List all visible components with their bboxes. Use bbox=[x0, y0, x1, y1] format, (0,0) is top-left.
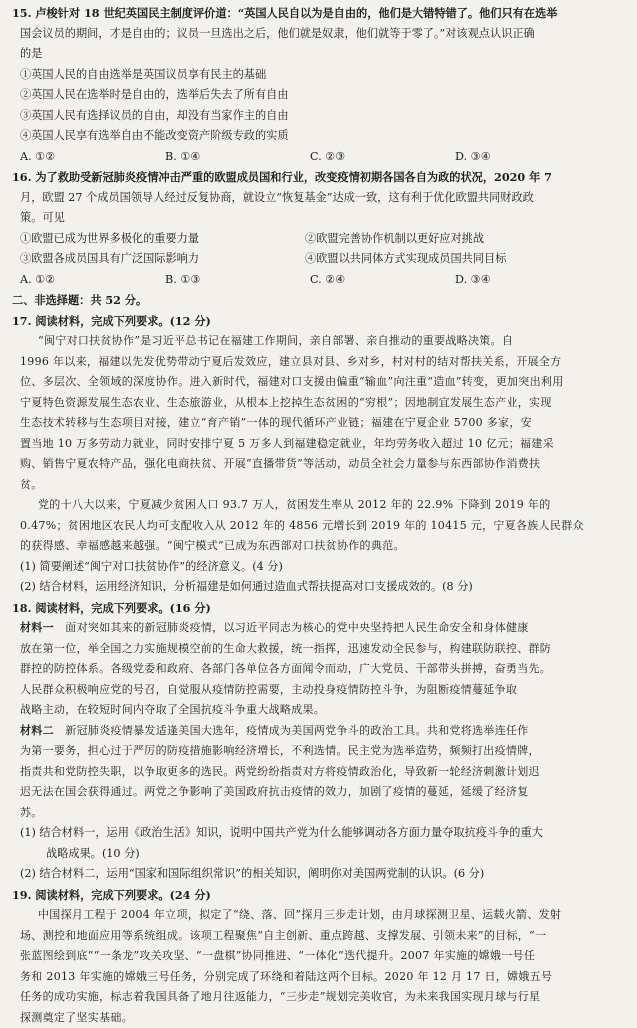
q17-sub-question-2: (2) 结合材料，运用经济知识，分析福建是如何通过造血式帮扶提高对口支援成效的。(8 分) bbox=[12, 577, 625, 598]
q15-choice-d: D. ③④ bbox=[455, 147, 600, 168]
q19-material-line: 探测奠定了坚实基础。 bbox=[12, 1008, 625, 1028]
q16-choice-c: C. ②④ bbox=[310, 270, 455, 291]
q17-material-line: “闽宁对口扶贫协作”是习近平总书记在福建工作期间，亲自部署、亲自推动的重要战略决策。自 bbox=[12, 331, 625, 352]
q19-material-line: 张蓝图绘到底”“一条龙”攻关攻坚、“一盘棋”协同推进、“一体化”迭代提升。2007 年实施的嫦娥一号任 bbox=[12, 946, 625, 967]
q16-stem-line2: 月，欧盟 27 个成员国领导人经过反复协商，就设立“恢复基金”达成一致，这有利于优化欧盟共同财政政 bbox=[12, 188, 625, 209]
q16-option-4: ④欧盟以共同体方式实现成员国共同目标 bbox=[305, 249, 590, 270]
q18-material2-line: 指责共和党防控失职，以争取更多的选民。两党纷纷指责对方将疫情政治化，导致新一轮经济刺激计划迟 bbox=[12, 762, 625, 783]
q18-material1-line bbox=[12, 618, 625, 639]
q18-material2-line: 苏。 bbox=[12, 803, 625, 824]
q17-material-line: 位、多层次、全领域的深度协作。进入新时代，福建对口支援由偏重“输血”向注重“造血”转变，更加突出利用 bbox=[12, 372, 625, 393]
q18-material1-line: 战略主动，在较短时间内夺取了全国抗疫斗争重大战略成果。 bbox=[12, 700, 625, 721]
q15-stem-line1: 15. 卢梭针对 18 世纪英国民主制度评价道：“英国人民自以为是自由的，他们是大错特错了。他们只有在选举 bbox=[12, 3, 625, 24]
q19-material-line: 务和 2013 年实施的嫦娥三号任务，分别完成了环绕和着陆这两个目标。2020 年 12 月 17 日，嫦娥五号 bbox=[12, 967, 625, 988]
q16-options-row1 bbox=[12, 229, 625, 250]
q16-option-3: ③欧盟各成员国具有广泛国际影响力 bbox=[20, 249, 305, 270]
q18-sub-question-1-cont: 战略成果。(10 分) bbox=[12, 844, 625, 865]
q19-heading: 19. 阅读材料，完成下列要求。(24 分) bbox=[12, 885, 625, 906]
q15-choice-c: C. ②③ bbox=[310, 147, 455, 168]
q17-material-line: 购、销售宁夏农特产品，强化电商扶贫、开展“直播带货”等活动，动员全社会力量参与东西部协作消费扶 bbox=[12, 454, 625, 475]
q19-material-line: 中国探月工程于 2004 年立项，拟定了“绕、落、回”探月三步走计划，由月球探测卫星、运载火箭、发射 bbox=[12, 905, 625, 926]
section-2-heading: 二、非选择题：共 52 分。 bbox=[12, 290, 625, 311]
q17-material-line: 宁夏特色资源发展生态农业、生态旅游业，从根本上挖掉生态贫困的“穷根”；因地制宜发展生态产业，实现 bbox=[12, 393, 625, 414]
q17-material-line: 贫。 bbox=[12, 475, 625, 496]
q16-choice-d: D. ③④ bbox=[455, 270, 600, 291]
q15-choice-b: B. ①④ bbox=[165, 147, 310, 168]
q16-options-row2 bbox=[12, 249, 625, 270]
q15-choices bbox=[12, 147, 625, 168]
q19-material-line: 场、测控和地面应用等系统组成。该项工程聚焦“自主创新、重点跨越、支撑发展、引领未来”的目标，“一 bbox=[12, 926, 625, 947]
q18-material1-line: 群控的防控体系。各级党委和政府、各部门各单位各方面闻令而动，广大党员、干部带头拼搏，奋勇当先。 bbox=[12, 659, 625, 680]
q19-material-line: 任务的成功实施，标志着我国具备了地月往返能力，“三步走”规划完美收官，为未来我国实现月球与行星 bbox=[12, 987, 625, 1008]
q18-material1-text: 面对突如其来的新冠肺炎疫情，以习近平同志为核心的党中央坚持把人民生命安全和身体健康 bbox=[65, 621, 528, 634]
q15-option-3: ③英国人民有选择议员的自由，却没有当家作主的自由 bbox=[12, 106, 625, 127]
q18-heading: 18. 阅读材料，完成下列要求。(16 分) bbox=[12, 598, 625, 619]
q17-material2-line: 党的十八大以来，宁夏减少贫困人口 93.7 万人，贫困发生率从 2012 年的 22.9% 下降到 2019 年的 bbox=[12, 495, 625, 516]
q15-choice-a: A. ①② bbox=[20, 147, 165, 168]
q16-stem-line1: 16. 为了救助受新冠肺炎疫情冲击严重的欧盟成员国和行业，改变疫情初期各国各自为政的状况，2020 年 7 bbox=[12, 167, 625, 188]
q15-option-1: ①英国人民的自由选举是英国议员享有民主的基础 bbox=[12, 65, 625, 86]
q18-material2-text: 新冠肺炎疫情暴发适逢美国大选年，疫情成为美国两党争斗的政治工具。共和党将选举连任作 bbox=[65, 724, 528, 737]
q16-choices bbox=[12, 270, 625, 291]
q15-stem-line3: 的是 bbox=[12, 44, 625, 65]
q17-material-line: 1996 年以来，福建以先发优势带动宁夏后发效应，建立县对县、乡对乡，村对村的结对帮扶关系，开展全方 bbox=[12, 352, 625, 373]
q15-option-2: ②英国人民在选举时是自由的，选举后失去了所有自由 bbox=[12, 85, 625, 106]
q16-option-2: ②欧盟完善协作机制以更好应对挑战 bbox=[305, 229, 590, 250]
q15-stem-line2: 国会议员的期间，才是自由的；议员一旦选出之后，他们就是奴隶，他们就等于零了。”对该观点认识正确 bbox=[12, 24, 625, 45]
q18-material1-line: 放在第一位，举全国之力实施规模空前的生命大救援，统一指挥，迅速发动全民参与，构建联防联控、群防 bbox=[12, 639, 625, 660]
q18-sub-question-1: (1) 结合材料一，运用《政治生活》知识，说明中国共产党为什么能够调动各方面力量夺取抗疫斗争的重大 bbox=[12, 823, 625, 844]
q16-stem-line3: 策。可见 bbox=[12, 208, 625, 229]
q16-option-1: ①欧盟已成为世界多极化的重要力量 bbox=[20, 229, 305, 250]
q18-material2-label: 材料二 bbox=[20, 724, 54, 737]
q18-material1-label: 材料一 bbox=[20, 621, 54, 634]
q17-sub-question-1: (1) 简要阐述“闽宁对口扶贫协作”的经济意义。(4 分) bbox=[12, 557, 625, 578]
q17-heading: 17. 阅读材料，完成下列要求。(12 分) bbox=[12, 311, 625, 332]
q18-material2-line bbox=[12, 721, 625, 742]
q18-material2-line: 迟无法在国会获得通过。两党之争影响了美国政府抗击疫情的效力，加剧了疫情的蔓延，延缓了经济复 bbox=[12, 782, 625, 803]
q17-material2-line: 的获得感、幸福感越来越强。“闽宁模式”已成为东西部对口扶贫协作的典范。 bbox=[12, 536, 625, 557]
q15-option-4: ④英国人民享有选举自由不能改变资产阶级专政的实质 bbox=[12, 126, 625, 147]
q17-material2-line: 0.47%；贫困地区农民人均可支配收入从 2012 年的 4856 元增长到 2019 年的 10415 元，宁夏各族人民群众 bbox=[12, 516, 625, 537]
q18-material1-line: 人民群众积极响应党的号召，自觉服从疫情防控需要，主动投身疫情防控斗争，为阻断疫情蔓延争取 bbox=[12, 680, 625, 701]
q16-choice-a: A. ①② bbox=[20, 270, 165, 291]
q18-material2-line: 为第一要务，担心过于严厉的防疫措施影响经济增长，不利选情。民主党为选举造势，频频打出疫情牌， bbox=[12, 741, 625, 762]
q17-material-line: 生态技术转移与生态项目对接，建立“育产销”一体的现代循环产业链；福建在宁夏企业 5700 多家，安 bbox=[12, 413, 625, 434]
q16-choice-b: B. ①③ bbox=[165, 270, 310, 291]
q18-sub-question-2: (2) 结合材料二，运用“国家和国际组织常识”的相关知识，阐明你对美国两党制的认识。(6 分) bbox=[12, 864, 625, 885]
q17-material-line: 置当地 10 万多劳动力就业，同时安排宁夏 5 万多人到福建稳定就业，年均劳务收入超过 10 亿元；福建采 bbox=[12, 434, 625, 455]
